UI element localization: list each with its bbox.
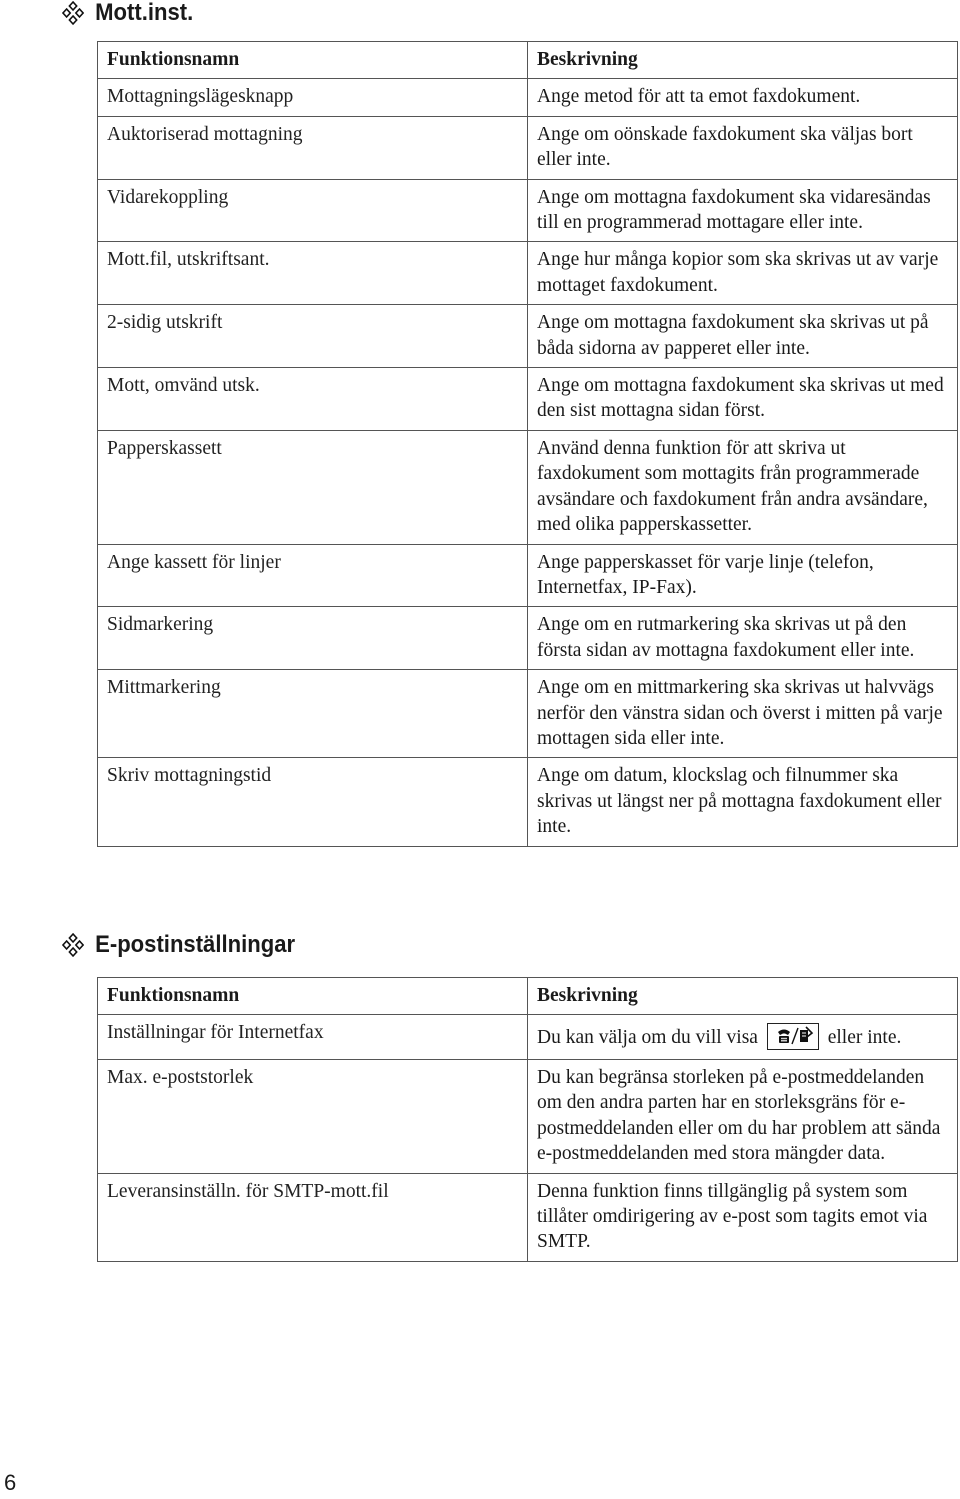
diamond-cluster-icon [62, 933, 84, 957]
function-desc: Du kan begränsa storleken på e-postmeddelanden om den andra parten har en storleksgräns för e-postmeddelanden eller om du har problem att sända e-postmeddelanden med stora mängder data. [528, 1059, 958, 1173]
function-name: Mott, omvänd utsk. [98, 368, 528, 431]
function-name: Max. e-poststorlek [98, 1059, 528, 1173]
column-header-desc: Beskrivning [528, 42, 958, 79]
desc-text-after: eller inte. [827, 1027, 902, 1049]
function-desc: Ange metod för att ta emot faxdokument. [528, 79, 958, 116]
table-row [98, 305, 958, 368]
table-row [98, 430, 958, 544]
desc-text-before: Du kan välja om du vill visa [537, 1027, 758, 1049]
function-desc: Ange om en mittmarkering ska skrivas ut halvvägs nerför den vänstra sidan och överst i mitten på varje mottagen sida eller inte. [528, 670, 958, 758]
table-row [98, 544, 958, 607]
function-desc: Ange om datum, klockslag och filnummer ska skrivas ut längst ner på mottagna faxdokument eller inte. [528, 758, 958, 846]
table-header-row [98, 978, 958, 1015]
function-desc: Ange om mottagna faxdokument ska vidaresändas till en programmerad mottagare eller inte. [528, 179, 958, 242]
function-name: Mott.fil, utskriftsant. [98, 242, 528, 305]
page-number: 6 [4, 1470, 17, 1495]
function-desc: Använd denna funktion för att skriva ut faxdokument som mottagits från programmerade avsändare och faxdokument från andra avsändare, med olika papperskassetter. [528, 430, 958, 544]
function-name: Papperskassett [98, 430, 528, 544]
table-row [98, 1015, 958, 1060]
column-header-desc: Beskrivning [528, 978, 958, 1015]
table-row [98, 116, 958, 179]
function-name: Leveransinställn. för SMTP-mott.fil [98, 1173, 528, 1261]
table-row [98, 758, 958, 846]
function-desc: Ange papperskasset för varje linje (telefon, Internetfax, IP-Fax). [528, 544, 958, 607]
column-header-name: Funktionsnamn [98, 978, 528, 1015]
function-name: Inställningar för Internetfax [98, 1015, 528, 1060]
function-name: Vidarekoppling [98, 179, 528, 242]
table-row [98, 1173, 958, 1261]
function-name: 2-sidig utskrift [98, 305, 528, 368]
functions-table-e-post [97, 977, 958, 1262]
function-desc: Ange om oönskade faxdokument ska väljas bort eller inte. [528, 116, 958, 179]
function-desc: Ange om mottagna faxdokument ska skrivas ut med den sist mottagna sidan först. [528, 368, 958, 431]
diamond-cluster-icon [62, 1, 84, 25]
table-row [98, 368, 958, 431]
function-desc [528, 1015, 958, 1060]
table-header-row [98, 42, 958, 79]
table-row [98, 179, 958, 242]
table-row [98, 242, 958, 305]
section-title: E-postinställningar [95, 931, 296, 958]
function-name: Mottagningslägesknapp [98, 79, 528, 116]
section-title: Mott.inst. [95, 0, 194, 26]
function-desc: Denna funktion finns tillgänglig på system som tillåter omdirigering av e-post som tagits emot via SMTP. [528, 1173, 958, 1261]
function-desc: Ange om en rutmarkering ska skrivas ut på den första sidan av mottagna faxdokument eller inte. [528, 607, 958, 670]
function-name: Mittmarkering [98, 670, 528, 758]
table-row [98, 670, 958, 758]
functions-table-mott-inst [97, 41, 958, 847]
table-row [98, 1059, 958, 1173]
phone-fax-icon [767, 1023, 819, 1050]
table-row [98, 607, 958, 670]
function-name: Auktoriserad mottagning [98, 116, 528, 179]
function-name: Sidmarkering [98, 607, 528, 670]
section-heading-e-post [62, 931, 295, 959]
column-header-name: Funktionsnamn [98, 42, 528, 79]
function-desc: Ange hur många kopior som ska skrivas ut av varje mottaget faxdokument. [528, 242, 958, 305]
function-name: Ange kassett för linjer [98, 544, 528, 607]
function-desc: Ange om mottagna faxdokument ska skrivas ut på båda sidorna av papperet eller inte. [528, 305, 958, 368]
section-heading-mott-inst [62, 0, 193, 27]
function-name: Skriv mottagningstid [98, 758, 528, 846]
table-row [98, 79, 958, 116]
